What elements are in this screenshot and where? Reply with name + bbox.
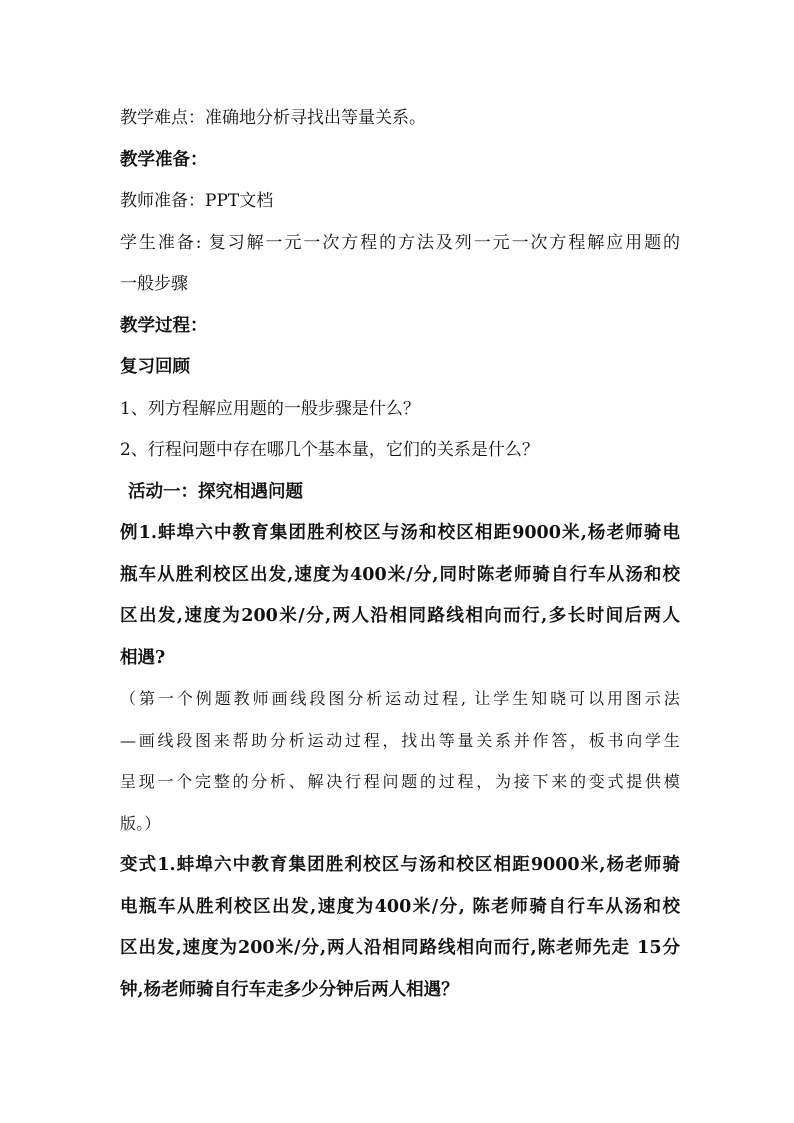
teaching-prep-heading: 教学准备： xyxy=(120,150,208,170)
note-line: （第一个例题教师画线段图分析运动过程, 让学生知晓可以用图示法 xyxy=(120,689,680,708)
review-question-1: 1、列方程解应用题的一般步骤是什么？ xyxy=(120,399,420,419)
variant1-line: 变式1.蚌埠六中教育集团胜利校区与汤和校区相距9000米,杨老师骑 xyxy=(120,855,680,875)
review-heading: 复习回顾 xyxy=(120,357,190,377)
note-line: 版。） xyxy=(120,814,161,833)
variant1-line: 电瓶车从胜利校区出发,速度为400米/分, 陈老师骑自行车从汤和校 xyxy=(120,897,680,917)
process-heading: 教学过程： xyxy=(120,316,208,336)
teaching-difficulty: 教学难点：准确地分析寻找出等量关系。 xyxy=(120,108,426,128)
variant1-line: 区出发,速度为200米/分,两人沿相同路线相向而行,陈老师先走 15分 xyxy=(120,938,680,958)
example1-line: 相遇? xyxy=(120,648,166,668)
review-question-2: 2、行程问题中存在哪几个基本量，它们的关系是什么？ xyxy=(120,440,539,460)
example1-line: 瓶车从胜利校区出发,速度为400米/分,同时陈老师骑自行车从汤和校 xyxy=(120,565,680,585)
example1-line: 区出发,速度为200米/分,两人沿相同路线相向而行,多长时间后两人 xyxy=(120,606,680,626)
activity1-heading: 活动一：探究相遇问题 xyxy=(128,482,303,502)
student-prep-line-2: 一般步骤 xyxy=(120,274,188,294)
note-line: —画线段图来帮助分析运动过程，找出等量关系并作答，板书向学生 xyxy=(120,731,680,750)
note-line: 呈现一个完整的分析、解决行程问题的过程，为接下来的变式提供模 xyxy=(120,772,680,791)
student-prep-line-1: 学生准备: 复习解一元一次方程的方法及列一元一次方程解应用题的 xyxy=(120,233,680,253)
example1-line: 例1.蚌埠六中教育集团胜利校区与汤和校区相距9000米,杨老师骑电 xyxy=(120,523,680,543)
variant1-line: 钟,杨老师骑自行车走多少分钟后两人相遇？ xyxy=(120,980,459,1000)
teacher-prep: 教师准备：PPT文档 xyxy=(120,191,274,211)
